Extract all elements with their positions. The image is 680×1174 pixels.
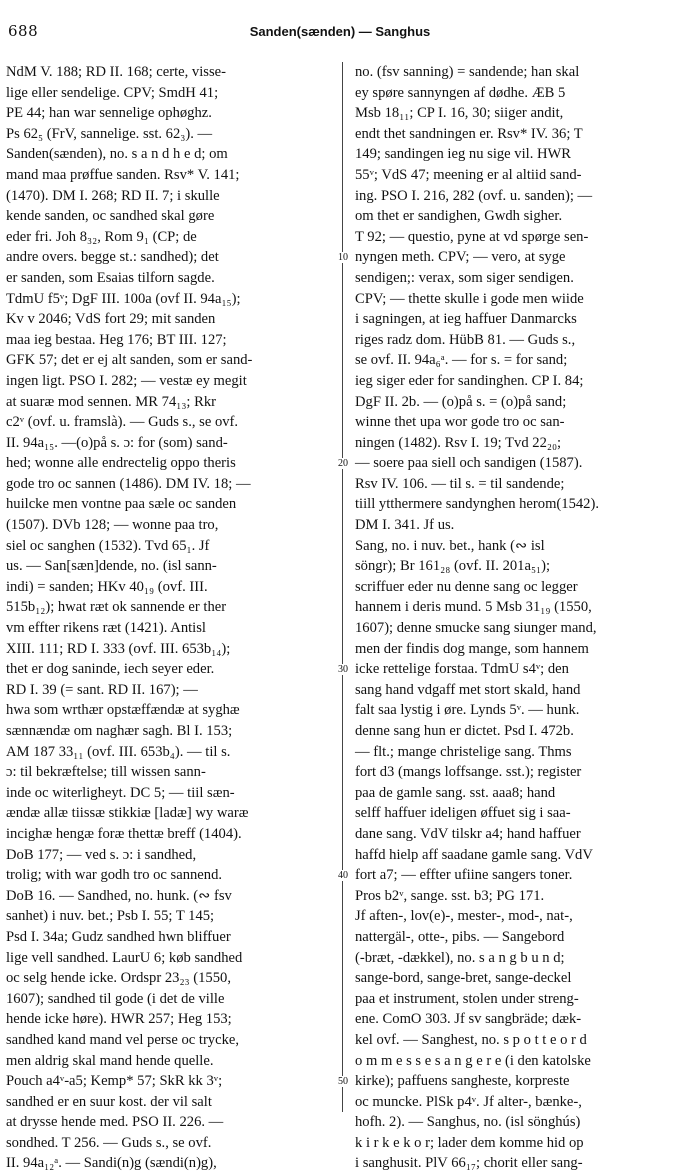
right-column: [355, 62, 680, 1174]
text-line: selff haffuer ideligen øffuet sig i saa-: [355, 805, 571, 822]
text-line: us. — San[sæn]dende, no. (isl sann-: [6, 558, 217, 575]
text-line: paa de gamle sang. sst. aaa8; hand: [355, 784, 556, 801]
text-line: lige eller sendelige. CPV; SmdH 41;: [6, 84, 219, 101]
text-line: NdM V. 188; RD II. 168; certe, visse-: [6, 64, 226, 80]
text-line: ing. PSO I. 216, 282 (ovf. u. sanden); —: [355, 187, 593, 204]
text-line: 55ᵛ; VdS 47; meening er al altiid sand-: [355, 166, 582, 183]
text-line: k i r k e k o r; lader dem komme hid op: [355, 1134, 584, 1151]
text-line: fort a7; — effter ufiine sangers toner.: [355, 867, 573, 884]
text-line: om thet er sandighen, Gwdh sigher.: [355, 208, 563, 225]
text-line: eder fri. Joh 8₃₂, Rom 9₁ (CP; de: [6, 228, 197, 245]
text-line: Jf aften-, lov(e)-, mester-, mod-, nat-,: [355, 908, 573, 925]
text-line: tiill ytthermere sandynghen herom(1542).: [355, 496, 599, 513]
text-line: kel ovf. — Sanghest, no. s p o t t e o r d: [355, 1031, 587, 1048]
text-line: XIII. 111; RD I. 333 (ovf. III. 653b₁₄);: [6, 640, 231, 657]
text-line: trolig; with war godh tro oc sannend.: [6, 867, 223, 884]
text-line: vm effter rikens ræt (1421). Antisl: [6, 620, 206, 637]
text-line: sang hand vdgaff met stort skald, hand: [355, 681, 581, 698]
text-line: (-bræt, -dækkel), no. s a n g b u n d;: [355, 949, 565, 966]
text-line: scriffuer eder nu denne sang oc legger: [355, 578, 578, 595]
text-line: i sanghusit. PlV 66₁₇; chorit eller sang-: [355, 1155, 583, 1172]
column-divider: [342, 62, 343, 1112]
text-line: Pros b2ᵛ, sange. sst. b3; PG 171.: [355, 887, 545, 904]
text-line: sandhed kand mand vel perse oc trycke,: [6, 1031, 240, 1048]
text-line: er sanden, som Esaias tilforn sagde.: [6, 269, 215, 286]
text-line: incighæ hengæ foræ thettæ breff (1404).: [6, 825, 242, 842]
text-line: se ovf. II. 94a₆ᵃ. — for s. = for sand;: [355, 352, 568, 369]
left-column: [6, 62, 331, 1174]
text-line: dane sang. VdV tilskr a4; hand haffuer: [355, 825, 581, 842]
text-line: 149; sandingen ieg nu sige vil. HWR: [355, 146, 572, 163]
text-line: sendigen;: verax, som siger sendigen.: [355, 269, 574, 286]
text-line: sondhed. T 256. — Guds s., se ovf.: [6, 1134, 212, 1151]
text-line: o m m e s s e s a n g e r e (i den katolske: [355, 1052, 591, 1069]
text-line: DoB 16. — Sandhed, no. hunk. (∾ fsv: [6, 887, 232, 904]
text-line: andre overs. begge st.: sandhed); det: [6, 249, 219, 266]
text-line: söngr); Br 161₂₈ (ovf. II. 201a₅₁);: [355, 558, 551, 575]
text-line: Rsv IV. 106. — til s. = til sandende;: [355, 475, 565, 492]
text-line: winne thet upa wor gode tro oc san-: [355, 414, 565, 431]
text-line: hwa som wrthær opstæffændæ at syghæ: [6, 702, 240, 719]
text-line: oc muncke. PlSk p4ᵛ. Jf alter-, bænke-,: [355, 1093, 582, 1110]
text-line: huilcke men vontne paa sæle oc sanden: [6, 496, 237, 513]
text-line: denne sang hun er dictet. Psd I. 472b.: [355, 723, 574, 739]
text-line: riges radz dom. HübB 81. — Guds s.,: [355, 331, 576, 348]
text-line: hannem i deris mund. 5 Msb 31₁₉ (1550,: [355, 599, 592, 616]
text-line: siel oc sanghen (1532). Tvd 65₁. Jf: [6, 537, 210, 554]
text-line: ingen ligt. PSO I. 282; — vestæ ey megit: [6, 372, 247, 389]
text-line: (1507). DVb 128; — wonne paa tro,: [6, 517, 219, 534]
text-line: ningen (1482). Rsv I. 19; Tvd 22₂₀;: [355, 434, 562, 451]
text-line: sanhet) i nuv. bet.; Psb I. 55; T 145;: [6, 908, 215, 925]
text-line: fort d3 (mangs loffsange. sst.); register: [355, 764, 582, 781]
text-line: Ps 62₅ (FrV, sannelige. sst. 62₃). —: [6, 125, 213, 142]
text-line: Kv v 2046; VdS fort 29; mit sanden: [6, 311, 216, 328]
text-line: ey spøre sannyngen af dødhe. ÆB 5: [355, 84, 566, 101]
text-line: icke rettelige forstaa. TdmU s4ᵛ; den: [355, 661, 569, 678]
text-line: — soere paa siell och sandigen (1587).: [355, 455, 583, 472]
text-line: mand maa prøffue sanden. Rsv* V. 141;: [6, 166, 240, 183]
text-line: Sanden(sænden), no. s a n d h e d; om: [6, 146, 228, 163]
page-number: 688: [8, 22, 39, 40]
text-line: CPV; — thette skulle i gode men wiide: [355, 290, 584, 307]
text-line: gode tro oc sannen (1486). DM IV. 18; —: [6, 475, 251, 492]
page-header: [0, 0, 680, 52]
text-line: ɔ: til bekræftelse; till wissen sann-: [6, 764, 206, 781]
text-line: men aldrig skal mand hende quelle.: [6, 1052, 214, 1069]
text-line: men der findis dog mange, som hannem: [355, 640, 589, 657]
text-line: at suaræ mod sennen. MR 74₁₃; Rkr: [6, 393, 217, 410]
text-line: indi) = sanden; HKv 40₁₉ (ovf. III.: [6, 578, 208, 595]
text-line: sange-bord, sange-bret, sange-deckel: [355, 970, 572, 987]
text-line: kende sanden, oc sandhed skal gøre: [6, 208, 215, 225]
text-line: 1607); denne smucke sang siunger mand,: [355, 620, 597, 637]
margin-line-number: 50: [333, 1076, 353, 1087]
text-line: — flt.; mange christelige sang. Thms: [355, 743, 572, 760]
text-line: nattergäl-, otte-, pibs. — Sangebord: [355, 928, 565, 945]
text-line: Pouch a4ᵛ-a5; Kemp* 57; SkR kk 3ᵛ;: [6, 1073, 223, 1090]
text-line: c2ᵛ (ovf. u. framslà). — Guds s., se ovf.: [6, 414, 239, 431]
text-line: at drysse hende med. PSO II. 226. —: [6, 1114, 224, 1131]
text-line: maa ieg bestaa. Heg 176; BT III. 127;: [6, 331, 227, 348]
text-line: II. 94a₁₅. —(o)på s. ɔ: for (som) sand-: [6, 434, 228, 451]
text-line: RD I. 39 (= sant. RD II. 167); —: [6, 681, 198, 698]
text-line: 515b₁₂); hwat ræt ok sannende er ther: [6, 599, 227, 616]
text-line: paa et instrument, stolen under streng-: [355, 990, 579, 1007]
margin-line-number: 20: [333, 458, 353, 469]
text-line: sænnændæ om naghær sagh. Bl I. 153;: [6, 723, 233, 739]
margin-line-number: 10: [333, 252, 353, 263]
text-line: inde oc witerligheyt. DC 5; — tiil sæn-: [6, 784, 235, 801]
text-line: Sang, no. i nuv. bet., hank (∾ isl: [355, 537, 545, 554]
text-line: PE 44; han war sennelige ophøghz.: [6, 105, 212, 122]
text-line: hende icke høre). HWR 257; Heg 153;: [6, 1011, 232, 1028]
text-line: hed; wonne alle endrectelig oppo theris: [6, 455, 236, 472]
margin-line-number: 40: [333, 870, 353, 881]
text-line: Psd I. 34a; Gudz sandhed hwn bliffuer: [6, 928, 231, 945]
running-head: Sanden(sænden) — Sanghus: [249, 24, 431, 39]
text-line: endt thet sandningen er. Rsv* IV. 36; T: [355, 125, 583, 142]
text-line: GFK 57; det er ej alt sanden, som er sand-: [6, 352, 253, 369]
margin-line-number: 30: [333, 664, 353, 675]
text-line: TdmU f5ᵛ; DgF III. 100a (ovf II. 94a₁₅);: [6, 290, 241, 307]
text-line: no. (fsv sanning) = sandende; han skal: [355, 64, 580, 80]
text-line: Msb 18₁₁; CP I. 16, 30; siiger andit,: [355, 105, 564, 122]
text-line: ieg siger eder for sandinghen. CP I. 84;: [355, 372, 584, 389]
text-line: 1607); sandhed til gode (i det de ville: [6, 990, 225, 1007]
text-line: hofh. 2). — Sanghus, no. (isl sönghús): [355, 1114, 581, 1131]
text-line: (1470). DM I. 268; RD II. 7; i skulle: [6, 187, 220, 204]
text-line: nyngen meth. CPV; — vero, at syge: [355, 249, 566, 266]
text-line: falt saa lystig i øre. Lynds 5ᵛ. — hunk.: [355, 702, 580, 719]
text-line: thet er dog saninde, iech seyer eder.: [6, 661, 215, 678]
text-line: i sagningen, at ieg haffuer Danmarcks: [355, 311, 577, 328]
text-line: oc selg hende icke. Ordspr 23₂₃ (1550,: [6, 970, 231, 987]
text-line: sandhed er en suur kost. der vil salt: [6, 1093, 212, 1110]
text-line: ene. ComO 303. Jf sv sangbräde; dæk-: [355, 1011, 582, 1028]
text-line: lige vell sandhed. LaurU 6; køb sandhed: [6, 949, 243, 966]
text-line: DM I. 341. Jf us.: [355, 517, 455, 534]
text-line: DoB 177; — ved s. ɔ: i sandhed,: [6, 846, 197, 863]
text-line: kirke); paffuens sangheste, korpreste: [355, 1073, 570, 1090]
text-line: DgF II. 2b. — (o)på s. = (o)på sand;: [355, 393, 567, 410]
text-line: AM 187 33₁₁ (ovf. III. 653b₄). — til s.: [6, 743, 231, 760]
text-line: ændæ allæ tiissæ stikkiæ [ladæ] wy waræ: [6, 805, 249, 822]
text-line: T 92; — questio, pyne at vd spørge sen-: [355, 228, 589, 245]
text-line: haffd hielp aff saadane gamle sang. VdV: [355, 846, 593, 863]
text-line: II. 94a₁₂ᵃ. — Sandi(n)g (sændi(n)g),: [6, 1155, 217, 1172]
